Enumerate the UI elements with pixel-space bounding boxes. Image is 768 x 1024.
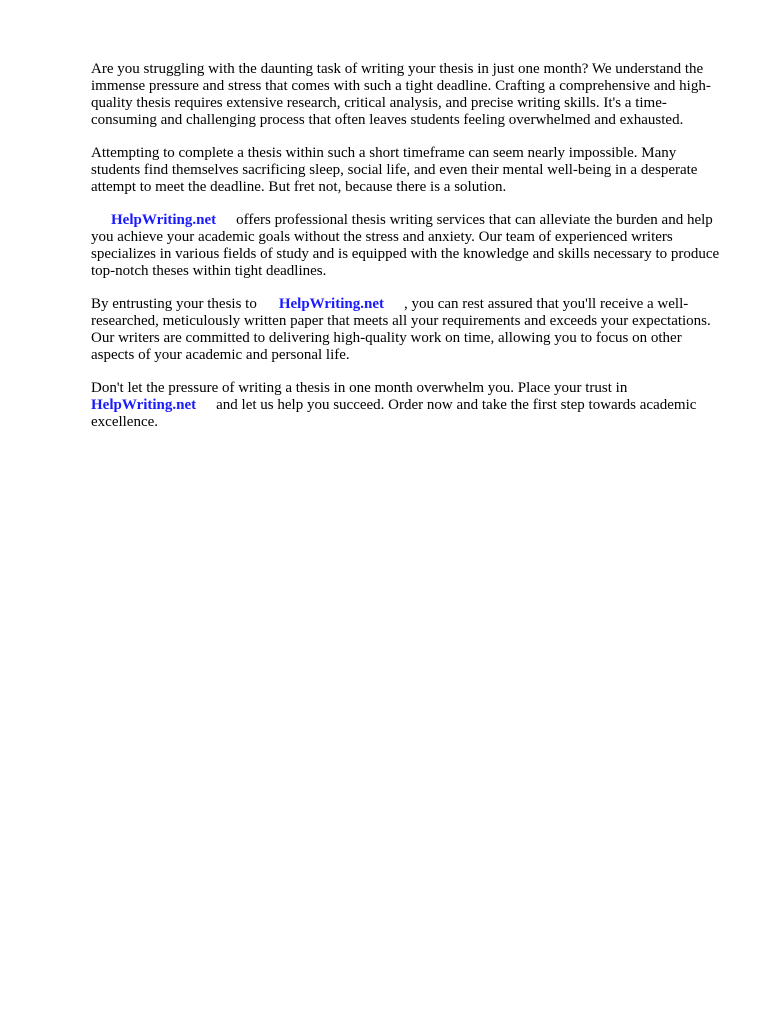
paragraph-services [91, 212, 721, 280]
helpwriting-link[interactable]: HelpWriting.net [91, 397, 197, 413]
paragraph-services-text: offers professional thesis writing services that can alleviate the burden and help you achieve your academic goals without the stress and anxiety. Our team of experienced writers specializes in various fields of study and is equipped with the knowledge and skills necessary to produce top-notch theses within tight deadlines. [91, 212, 720, 279]
document-body [91, 61, 721, 447]
helpwriting-link[interactable]: HelpWriting.net [278, 296, 384, 312]
paragraph-challenge: Attempting to complete a thesis within such a short timeframe can seem nearly impossible. Many students find themselves sacrificing sleep, social life, and even their mental well-being in a desperate attempt to meet the deadline. But fret not, because there is a solution. [91, 145, 698, 195]
paragraph-entrusting-lead: By entrusting your thesis to [91, 296, 257, 312]
paragraph-intro: Are you struggling with the daunting task of writing your thesis in just one month? We understand the immense pressure and stress that comes with such a tight deadline. Crafting a comprehensive and high-quality thesis requires extensive research, critical analysis, and precise writing skills. It's a time-consuming and challenging process that often leaves students feeling overwhelmed and exhausted. [91, 61, 711, 128]
paragraph-entrusting [91, 296, 721, 364]
helpwriting-link[interactable]: HelpWriting.net [111, 212, 217, 228]
paragraph-closing-lead: Don't let the pressure of writing a thesis in one month overwhelm you. Place your trust in [91, 380, 628, 396]
paragraph-closing [91, 380, 721, 431]
paragraph-closing-text: and let us help you succeed. Order now and take the first step towards academic excellence. [91, 397, 697, 430]
paragraph-entrusting-text: , you can rest assured that you'll receive a well-researched, meticulously written paper that meets all your requirements and exceeds your expectations. Our writers are committed to delivering high-quality work on time, allowing you to focus on other aspects of your academic and personal life. [91, 296, 711, 363]
